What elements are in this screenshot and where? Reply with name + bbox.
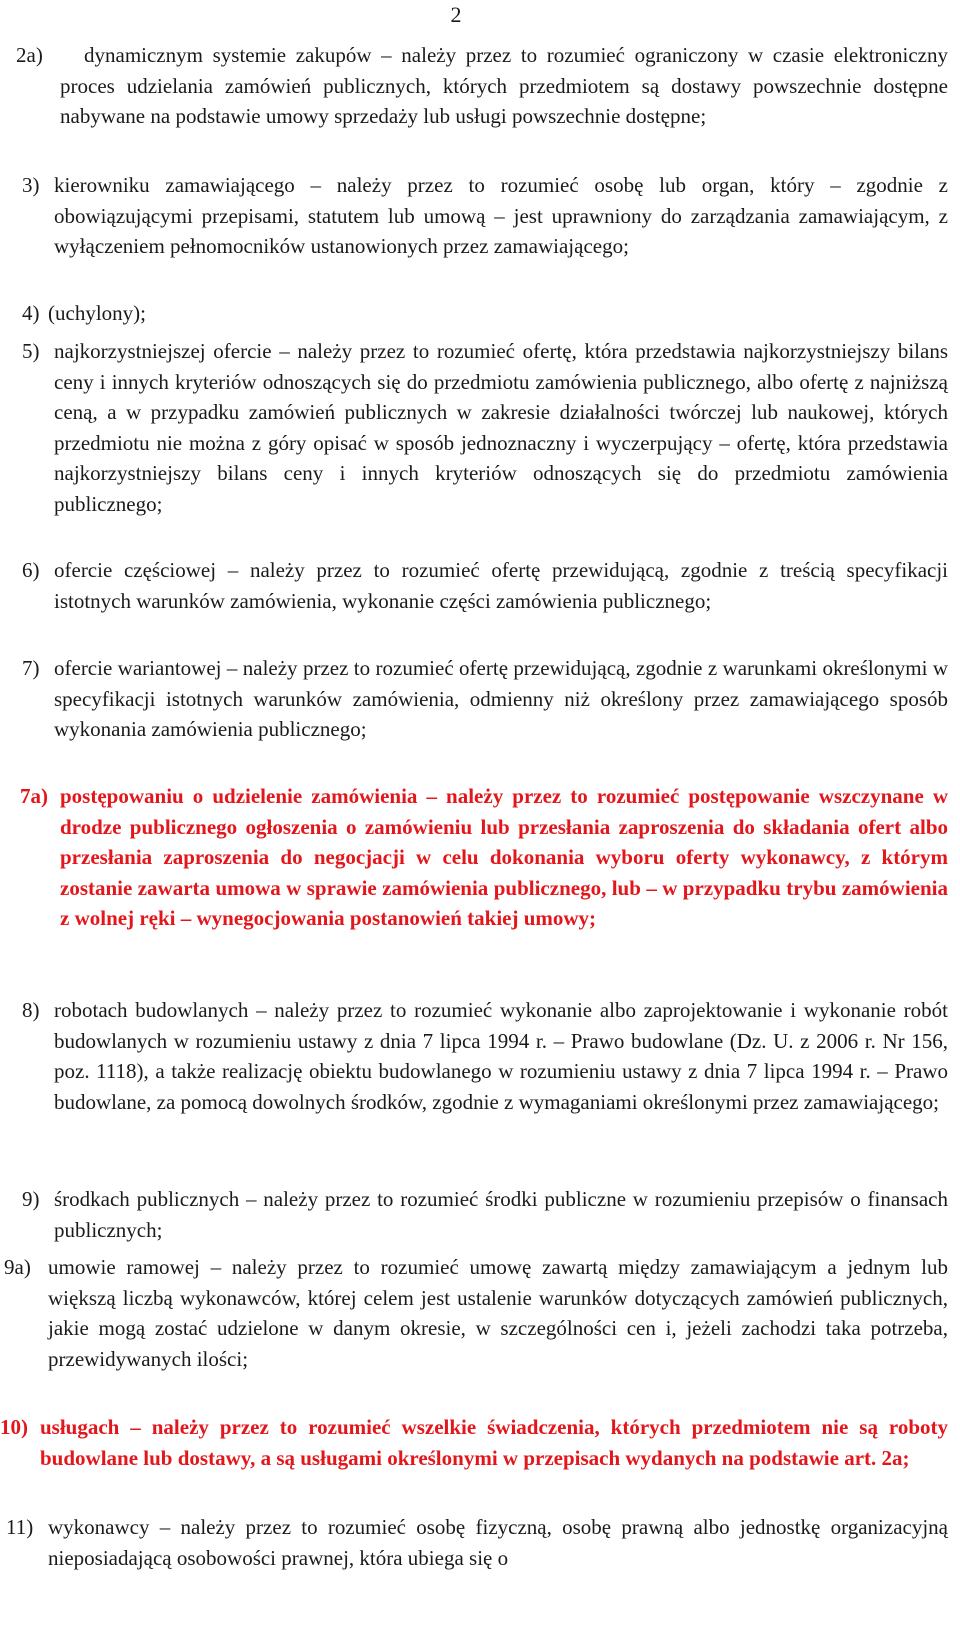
item-text: umowie ramowej – należy przez to rozumieć umowę zawartą między zamawiającym a jednym lub większą liczbą wykonawców, której celem jest ustalenie warunków dotyczących zamówień publicznych, jakie mogą zostać udzielone w danym okresie, w szczególności cen i, jeżeli zachodzi taka potrzeba, przewidywanych ilości; xyxy=(48,1255,948,1371)
item-number: 7a) xyxy=(20,784,48,808)
item-number: 9) xyxy=(22,1187,40,1211)
item-text: środkach publicznych – należy przez to rozumieć środki publiczne w rozumieniu przepisów o finansach publicznych; xyxy=(54,1187,948,1242)
list-item-highlighted xyxy=(0,1412,960,1473)
item-number: 10) xyxy=(0,1415,28,1439)
list-item xyxy=(0,298,960,329)
item-text: wykonawcy – należy przez to rozumieć osobę fizyczną, osobę prawną albo jednostkę organizacyjną nieposiadającą osobowości prawnej, która ubiega się o xyxy=(48,1515,948,1570)
list-item xyxy=(0,336,960,519)
item-number: 7) xyxy=(22,656,40,680)
list-item-highlighted xyxy=(0,781,960,934)
item-text: (uchylony); xyxy=(48,301,146,325)
item-text: dynamicznym systemie zakupów – należy przez to rozumieć ograniczony w czasie elektroniczny proces udzielania zamówień publicznych, których przedmiotem są dostawy powszechnie dostępne nabywane na podstawie umowy sprzedaży lub usługi powszechnie dostępne; xyxy=(60,43,948,128)
item-number: 11) xyxy=(6,1515,34,1539)
list-item xyxy=(0,40,960,132)
list-item xyxy=(0,1512,960,1573)
list-item xyxy=(0,653,960,745)
item-number: 4) xyxy=(22,301,40,325)
item-text: najkorzystniejszej ofercie – należy przez to rozumieć ofertę, która przedstawia najkorzystniejszy bilans ceny i innych kryteriów odnoszących się do przedmiotu zamówienia publicznego, albo ofertę z najniższą ceną, a w przypadku zamówień publicznych w zakresie działalności twórczej lub naukowej, których przedmiotu nie można z góry opisać w sposób jednoznaczny i wyczerpujący – ofertę, która przedstawia najkorzystniejszy bilans ceny i innych kryteriów odnoszących się do przedmiotu zamówienia publicznego; xyxy=(54,339,948,516)
item-text: ofercie wariantowej – należy przez to rozumieć ofertę przewidującą, zgodnie z warunkami określonymi w specyfikacji istotnych warunków zamówienia, odmienny niż określony przez zamawiającego sposób wykonania zamówienia publicznego; xyxy=(54,656,948,741)
item-number: 2a) xyxy=(16,43,43,67)
item-number: 6) xyxy=(22,558,40,582)
item-number: 8) xyxy=(22,998,40,1022)
item-text: kierowniku zamawiającego – należy przez to rozumieć osobę lub organ, który – zgodnie z obowiązującymi przepisami, statutem lub umową – jest uprawniony do zarządzania zamawiającym, z wyłączeniem pełnomocników ustanowionych przez zamawiającego; xyxy=(54,173,948,258)
item-text: ofercie częściowej – należy przez to rozumieć ofertę przewidującą, zgodnie z treścią specyfikacji istotnych warunków zamówienia, wykonanie części zamówienia publicznego; xyxy=(54,558,948,613)
list-item xyxy=(0,1184,960,1245)
item-number: 5) xyxy=(22,339,40,363)
item-text: robotach budowlanych – należy przez to rozumieć wykonanie albo zaprojektowanie i wykonanie robót budowlanych w rozumieniu ustawy z dnia 7 lipca 1994 r. – Prawo budowlane (Dz. U. z 2006 r. Nr 156, poz. 1118), a także realizację obiektu budowlanego w rozumieniu ustawy z dnia 7 lipca 1994 r. – Prawo budowlane, za pomocą dowolnych środków, zgodnie z wymaganiami określonymi przez zamawiającego; xyxy=(54,998,948,1114)
page-number-text: 2 xyxy=(450,2,462,27)
item-text: postępowaniu o udzielenie zamówienia – należy przez to rozumieć postępowanie wszczynane w drodze publicznego ogłoszenia o zamówieniu lub przesłania zaproszenia do składania ofert albo przesłania zaproszenia do negocjacji w celu dokonania wyboru oferty wykonawcy, z którym zostanie zawarta umowa w sprawie zamówienia publicznego, lub – w przypadku trybu zamówienia z wolnej ręki – wynegocjowania postanowień takiej umowy; xyxy=(60,784,948,930)
item-number: 3) xyxy=(22,173,40,197)
list-item xyxy=(0,555,960,616)
list-item xyxy=(0,995,960,1117)
item-text: usługach – należy przez to rozumieć wszelkie świadczenia, których przedmiotem nie są roboty budowlane lub dostawy, a są usługami określonymi w przepisach wydanych na podstawie art. 2a; xyxy=(40,1415,948,1470)
item-number: 9a) xyxy=(4,1255,31,1279)
list-item xyxy=(0,1252,960,1374)
list-item xyxy=(0,170,960,262)
page-number xyxy=(0,0,912,30)
